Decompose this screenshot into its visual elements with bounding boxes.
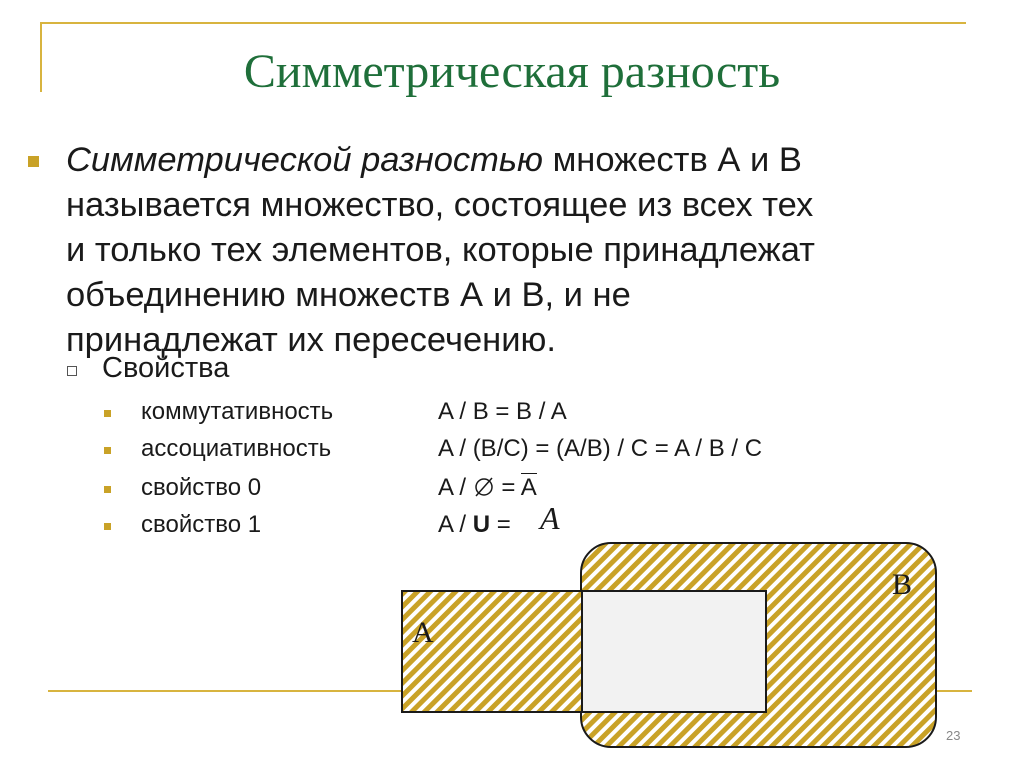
formula-prefix: A /: [438, 474, 473, 501]
slide-title: Симметрическая разность: [243, 45, 781, 98]
formula-suffix: =: [490, 511, 511, 538]
definition-text-4: объединению множеств А и В, и не: [66, 276, 631, 314]
set-a-label: A: [412, 616, 434, 649]
formula-prefix: A /: [438, 511, 473, 538]
property-formula: A / (B/C) = (A/B) / C = A / B / C: [438, 435, 763, 462]
property-name: свойство 1: [141, 511, 262, 538]
property-name: коммутативность: [141, 398, 334, 425]
set-b-label: B: [892, 568, 913, 601]
definition-text-1: множеств А и В: [543, 141, 802, 179]
definition-text-2: называется множество, состоящее из всех тех: [66, 186, 814, 224]
property-name: ассоциативность: [141, 435, 332, 462]
set-a-shape: [402, 591, 582, 712]
definition-text-5: принадлежат их пересечению.: [66, 321, 556, 359]
properties-heading: Свойства: [102, 352, 230, 384]
italic-result: A: [540, 500, 560, 536]
formula-overlined: A: [520, 474, 537, 501]
page-number: 23: [946, 728, 961, 743]
formula-suffix: =: [494, 474, 521, 501]
formula-universal-set: U: [472, 511, 491, 538]
definition-term: Симметрической разностью: [66, 141, 543, 179]
intersection-area: [582, 591, 766, 712]
property-name: свойство 0: [141, 474, 262, 501]
definition-text-3: и только тех элементов, которые принадлежат: [66, 231, 815, 269]
property-formula: A / B = B / A: [438, 398, 567, 425]
